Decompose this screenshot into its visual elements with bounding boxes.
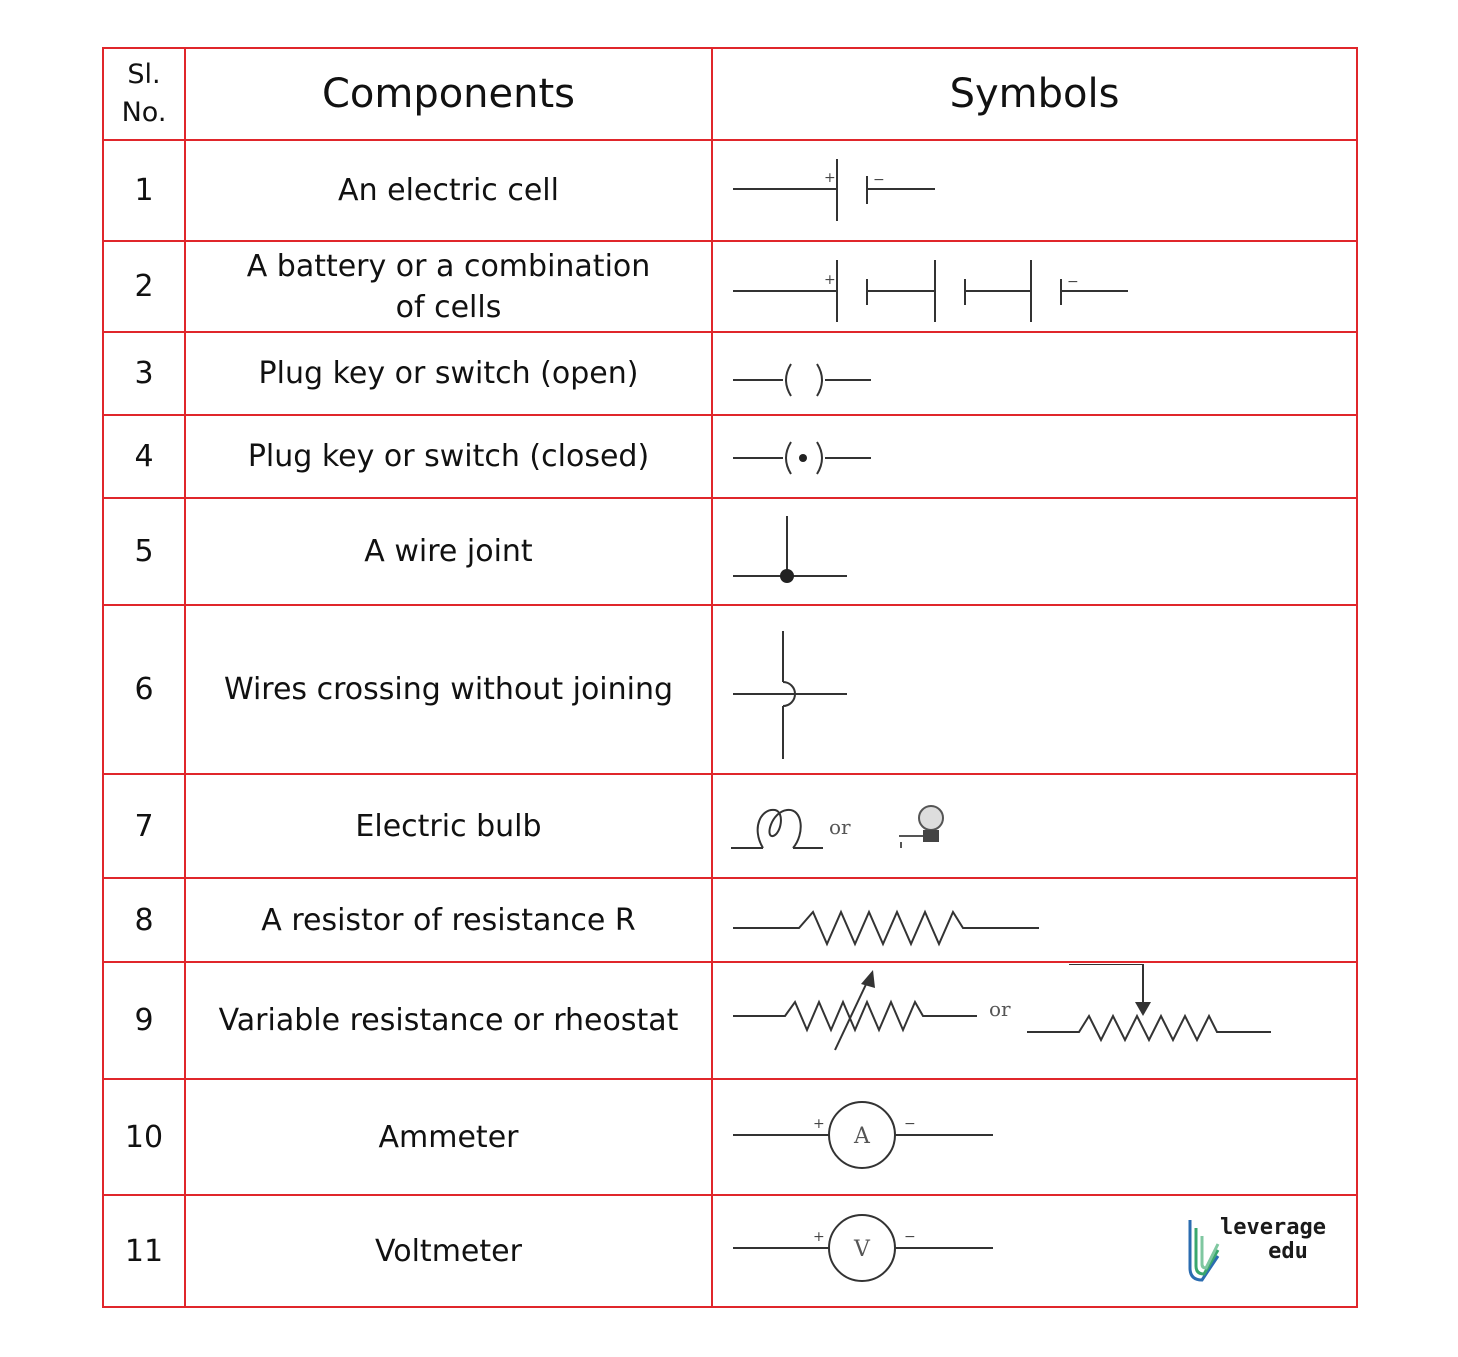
table-row: [103, 332, 1357, 415]
open-switch-symbol: [713, 334, 1358, 413]
or-label: or: [989, 997, 1011, 1021]
plus-sign: +: [824, 272, 836, 288]
component-name: Plug key or switch (closed): [185, 415, 712, 498]
row-number: 7: [103, 774, 185, 878]
electric-bulb-symbol: [713, 776, 1358, 876]
symbols-table: [102, 47, 1358, 1308]
header-row: [103, 48, 1357, 140]
closed-switch-symbol: [713, 417, 1358, 496]
row-number: 6: [103, 605, 185, 774]
table-row: [103, 241, 1357, 332]
table-row: [103, 1195, 1357, 1307]
wire-joint-symbol: [713, 500, 1358, 603]
table-row: [103, 605, 1357, 774]
rheostat-symbol: [713, 964, 1358, 1077]
plus-sign: +: [813, 1229, 825, 1245]
header-symbols: Symbols: [712, 48, 1357, 140]
leverage-edu-logo: [1186, 1216, 1326, 1286]
header-components: Components: [185, 48, 712, 140]
minus-sign: −: [904, 1116, 916, 1132]
row-number: 4: [103, 415, 185, 498]
minus-sign: −: [873, 172, 885, 188]
row-number: 10: [103, 1079, 185, 1195]
electric-cell-symbol: [713, 142, 1358, 239]
plus-sign: +: [813, 1116, 825, 1132]
component-name: A resistor of resistance R: [185, 878, 712, 962]
logo-line-1: leverage: [1220, 1215, 1326, 1240]
row-number: 9: [103, 962, 185, 1079]
symbol-cell: [712, 605, 1357, 774]
component-name: A battery or a combination of cells: [185, 241, 712, 332]
table-row: [103, 774, 1357, 878]
table-row: [103, 415, 1357, 498]
minus-sign: −: [1067, 274, 1079, 290]
component-name: An electric cell: [185, 140, 712, 241]
component-name: Plug key or switch (open): [185, 332, 712, 415]
component-name: A wire joint: [185, 498, 712, 605]
logo-text: [1220, 1216, 1326, 1264]
row-number: 1: [103, 140, 185, 241]
symbol-cell: [712, 498, 1357, 605]
table-row: [103, 1079, 1357, 1195]
component-name: Variable resistance or rheostat: [185, 962, 712, 1079]
symbol-cell: [712, 774, 1357, 878]
ammeter-symbol: [713, 1081, 1358, 1193]
table-row: [103, 498, 1357, 605]
table-row: [103, 878, 1357, 962]
component-name: Electric bulb: [185, 774, 712, 878]
component-name: Wires crossing without joining: [185, 605, 712, 774]
symbol-cell: [712, 878, 1357, 962]
symbol-cell: [712, 140, 1357, 241]
symbol-cell: [712, 332, 1357, 415]
symbol-cell: [712, 241, 1357, 332]
battery-symbol: [713, 243, 1358, 330]
symbol-cell: [712, 1079, 1357, 1195]
ammeter-letter: A: [854, 1124, 870, 1149]
minus-sign: −: [904, 1229, 916, 1245]
component-name: Ammeter: [185, 1079, 712, 1195]
row-number: 5: [103, 498, 185, 605]
logo-mark-icon: [1186, 1216, 1220, 1286]
row-number: 2: [103, 241, 185, 332]
table-row: [103, 962, 1357, 1079]
row-number: 3: [103, 332, 185, 415]
row-number: 11: [103, 1195, 185, 1307]
header-sl-no: Sl. No.: [103, 48, 185, 140]
voltmeter-letter: V: [854, 1237, 870, 1262]
bulb-icon: [899, 806, 943, 848]
resistor-symbol: [713, 880, 1358, 960]
row-number: 8: [103, 878, 185, 962]
logo-line-2: edu: [1268, 1239, 1308, 1264]
symbol-cell: [712, 415, 1357, 498]
table-row: [103, 140, 1357, 241]
or-label: or: [829, 815, 851, 839]
wires-crossing-symbol: [713, 607, 1358, 772]
plus-sign: +: [824, 170, 836, 186]
component-name: Voltmeter: [185, 1195, 712, 1307]
symbol-cell: [712, 1195, 1357, 1307]
symbol-cell: [712, 962, 1357, 1079]
